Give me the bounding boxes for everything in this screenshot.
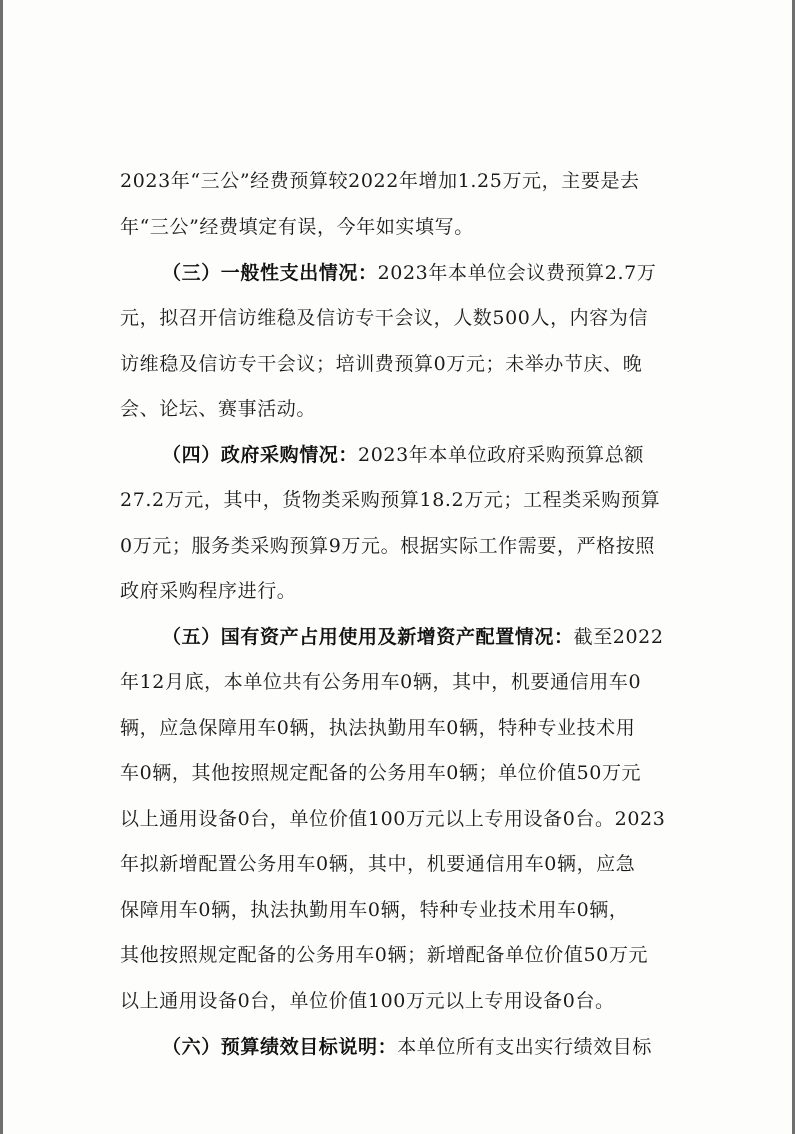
section-6-first-line: （六）预算绩效目标说明：本单位所有支出实行绩效目标: [162, 1036, 653, 1058]
section-3-heading: （三）一般性支出情况：: [162, 262, 378, 284]
text-line-4: 元，拟召开信访维稳及信访专干会议，人数500人，内容为信: [120, 307, 649, 329]
text-line-2: 年“三公”经费填定有误，今年如实填写。: [120, 216, 474, 238]
section-5-heading: （五）国有资产占用使用及新增资产配置情况：: [162, 626, 574, 648]
text-line-16: 年拟新增配置公务用车0辆，其中，机要通信用车0辆，应急: [120, 853, 636, 875]
text-line-5: 访维稳及信访专干会议；培训费预算0万元；未举办节庆、晚: [120, 353, 643, 375]
section-3-first-line: （三）一般性支出情况：2023年本单位会议费预算2.7万: [162, 262, 657, 284]
scan-edge-left: [0, 0, 3, 1134]
text-line-19: 以上通用设备0台，单位价值100万元以上专用设备0台。: [120, 990, 615, 1012]
section-4-first-line: （四）政府采购情况：2023年本单位政府采购预算总额: [162, 444, 644, 466]
text-line-13: 辆，应急保障用车0辆，执法执勤用车0辆，特种专业技术用: [120, 717, 636, 739]
text-line-6: 会、论坛、赛事活动。: [120, 398, 317, 420]
text-line-1: 2023年“三公”经费预算较2022年增加1.25万元，主要是去: [120, 170, 640, 192]
text-line-14: 车0辆，其他按照规定配备的公务用车0辆；单位价值50万元: [120, 762, 642, 784]
text-line-12: 年12月底，本单位共有公务用车0辆，其中，机要通信用车0: [120, 671, 642, 693]
section-6-heading: （六）预算绩效目标说明：: [162, 1036, 398, 1058]
section-4-heading: （四）政府采购情况：: [162, 444, 359, 466]
text-line-17: 保障用车0辆，执法执勤用车0辆，特种专业技术用车0辆，: [120, 899, 629, 921]
section-5-first-line: （五）国有资产占用使用及新增资产配置情况：截至2022: [162, 626, 664, 648]
text-line-10: 政府采购程序进行。: [120, 580, 297, 602]
text-line-15: 以上通用设备0台，单位价值100万元以上专用设备0台。2023: [120, 808, 666, 830]
text-line-9: 0万元；服务类采购预算9万元。根据实际工作需要，严格按照: [120, 535, 655, 557]
text-line-18: 其他按照规定配备的公务用车0辆；新增配备单位价值50万元: [120, 944, 649, 966]
text-line-8: 27.2万元，其中，货物类采购预算18.2万元；工程类采购预算: [120, 489, 661, 511]
